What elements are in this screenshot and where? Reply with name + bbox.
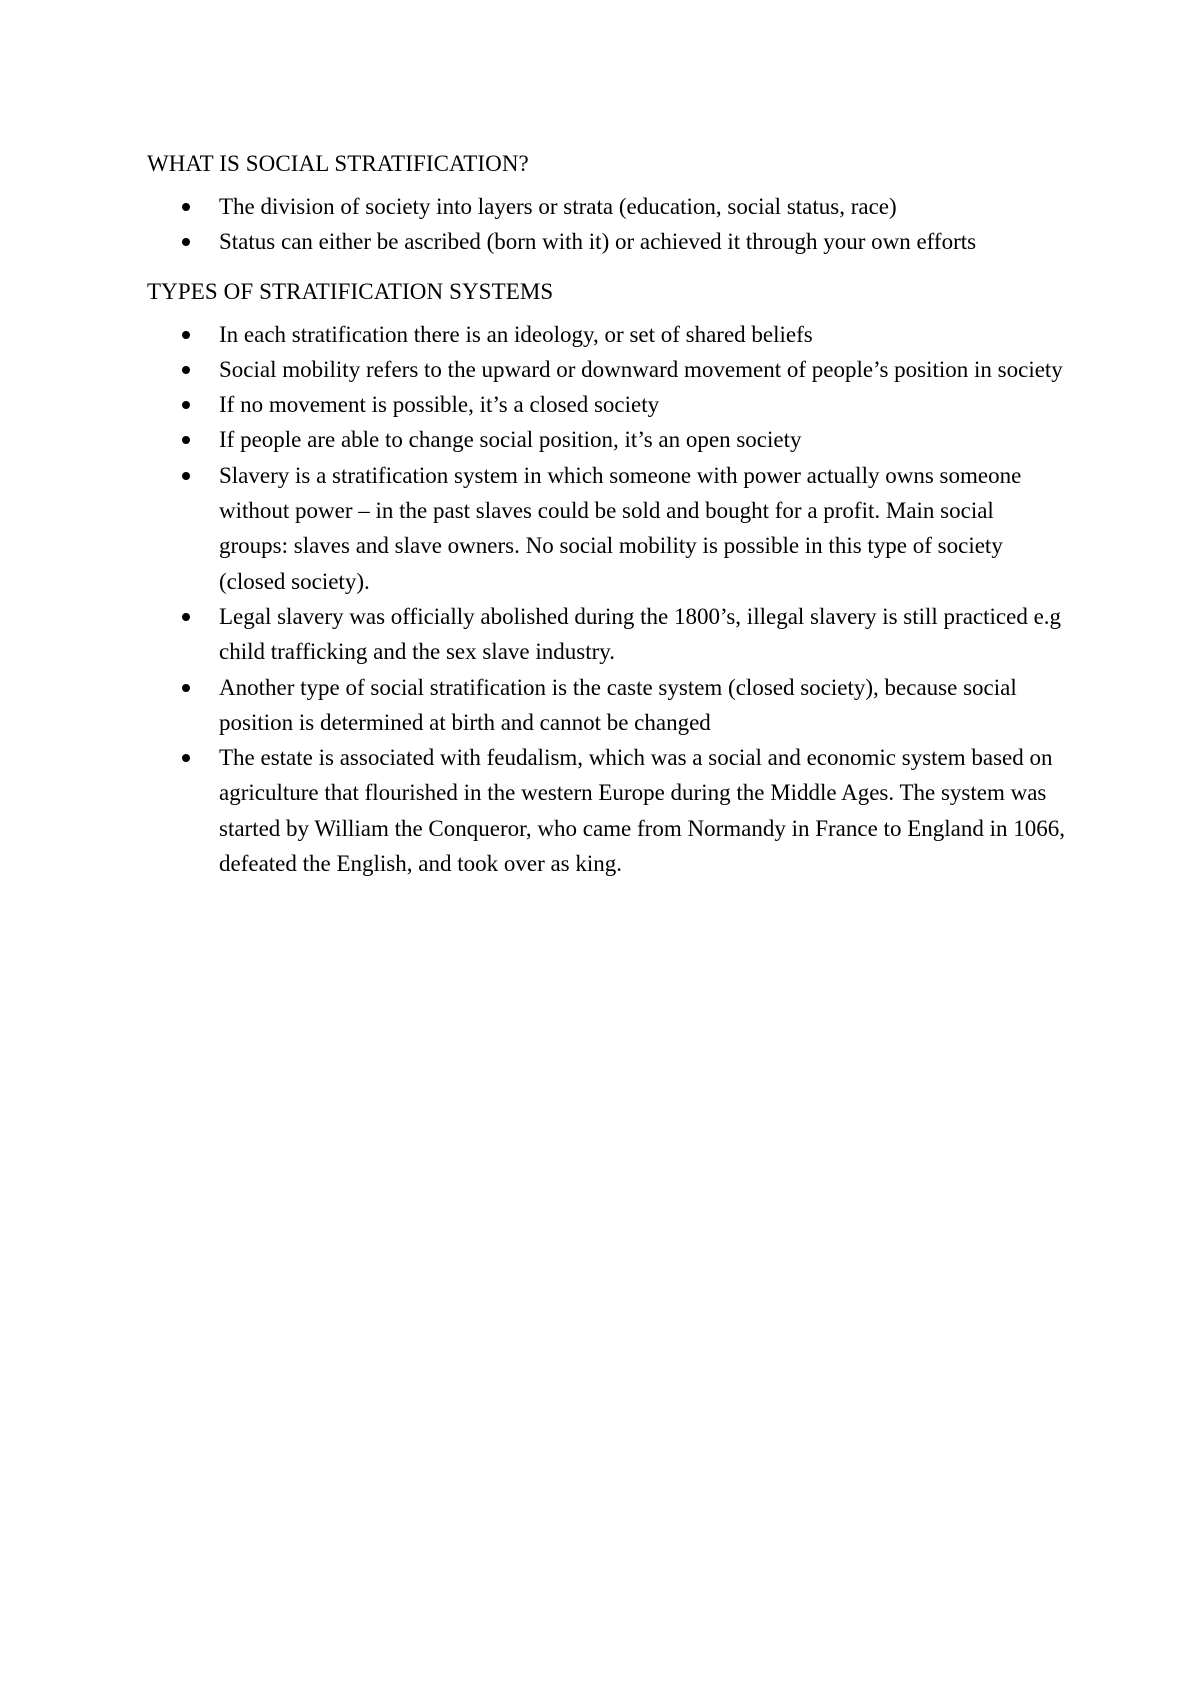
- bullet-text: Slavery is a stratification system in which someone with power actually owns someone without power – in the past slaves could be sold and bought for a profit. Main social groups: slaves and slave owners. No social mobility is possible in this type of society (closed society).: [219, 462, 1022, 594]
- bullet-icon: [182, 472, 190, 480]
- bullet-text: If no movement is possible, it’s a closed society: [219, 392, 660, 418]
- section-heading-types-of-stratification-systems: TYPES OF STRATIFICATION SYSTEMS: [147, 278, 554, 304]
- bullet-item: [147, 458, 1067, 599]
- bullet-text: In each stratification there is an ideology, or set of shared beliefs: [219, 321, 813, 347]
- bullet-item: [147, 317, 1067, 352]
- bullet-icon: [182, 613, 190, 621]
- bullet-item: [147, 422, 1067, 457]
- bullet-icon: [182, 366, 190, 374]
- bullet-text: If people are able to change social position, it’s an open society: [219, 427, 802, 453]
- bullet-icon: [182, 436, 190, 444]
- bullet-item: [147, 352, 1067, 387]
- bullet-icon: [182, 331, 190, 339]
- bullet-text: The division of society into layers or strata (education, social status, race): [219, 194, 897, 219]
- bullet-text: Another type of social stratification is the caste system (closed society), because social position is determined at birth and cannot be changed: [219, 674, 1017, 735]
- bullet-list-definition: [147, 189, 1067, 260]
- bullet-icon: [182, 401, 190, 409]
- bullet-icon: [182, 754, 190, 762]
- bullet-text: Social mobility refers to the upward or downward movement of people’s position in society: [219, 356, 1063, 382]
- bullet-icon: [182, 203, 190, 211]
- document-content: [147, 146, 1067, 895]
- bullet-text: Status can either be ascribed (born with it) or achieved it through your own efforts: [219, 229, 977, 255]
- bullet-list-types: [147, 317, 1067, 882]
- bullet-text: The estate is associated with feudalism, which was a social and economic system based on agriculture that flourished in the western Europe during the Middle Ages. The system was started by William the Conqueror, who came from Normandy in France to England in 1066, defeated the English, and took over as king.: [219, 745, 1065, 877]
- bullet-item: [147, 599, 1067, 670]
- bullet-text: Legal slavery was officially abolished during the 1800’s, illegal slavery is still practiced e.g child trafficking and the sex slave industry.: [219, 603, 1062, 665]
- bullet-item: [147, 189, 1067, 224]
- bullet-item: [147, 670, 1067, 741]
- bullet-item: [147, 387, 1067, 422]
- bullet-icon: [182, 684, 190, 692]
- bullet-item: [147, 740, 1067, 881]
- bullet-item: [147, 224, 1067, 259]
- section-heading-what-is-social-stratification: WHAT IS SOCIAL STRATIFICATION?: [147, 151, 529, 176]
- bullet-icon: [182, 238, 190, 246]
